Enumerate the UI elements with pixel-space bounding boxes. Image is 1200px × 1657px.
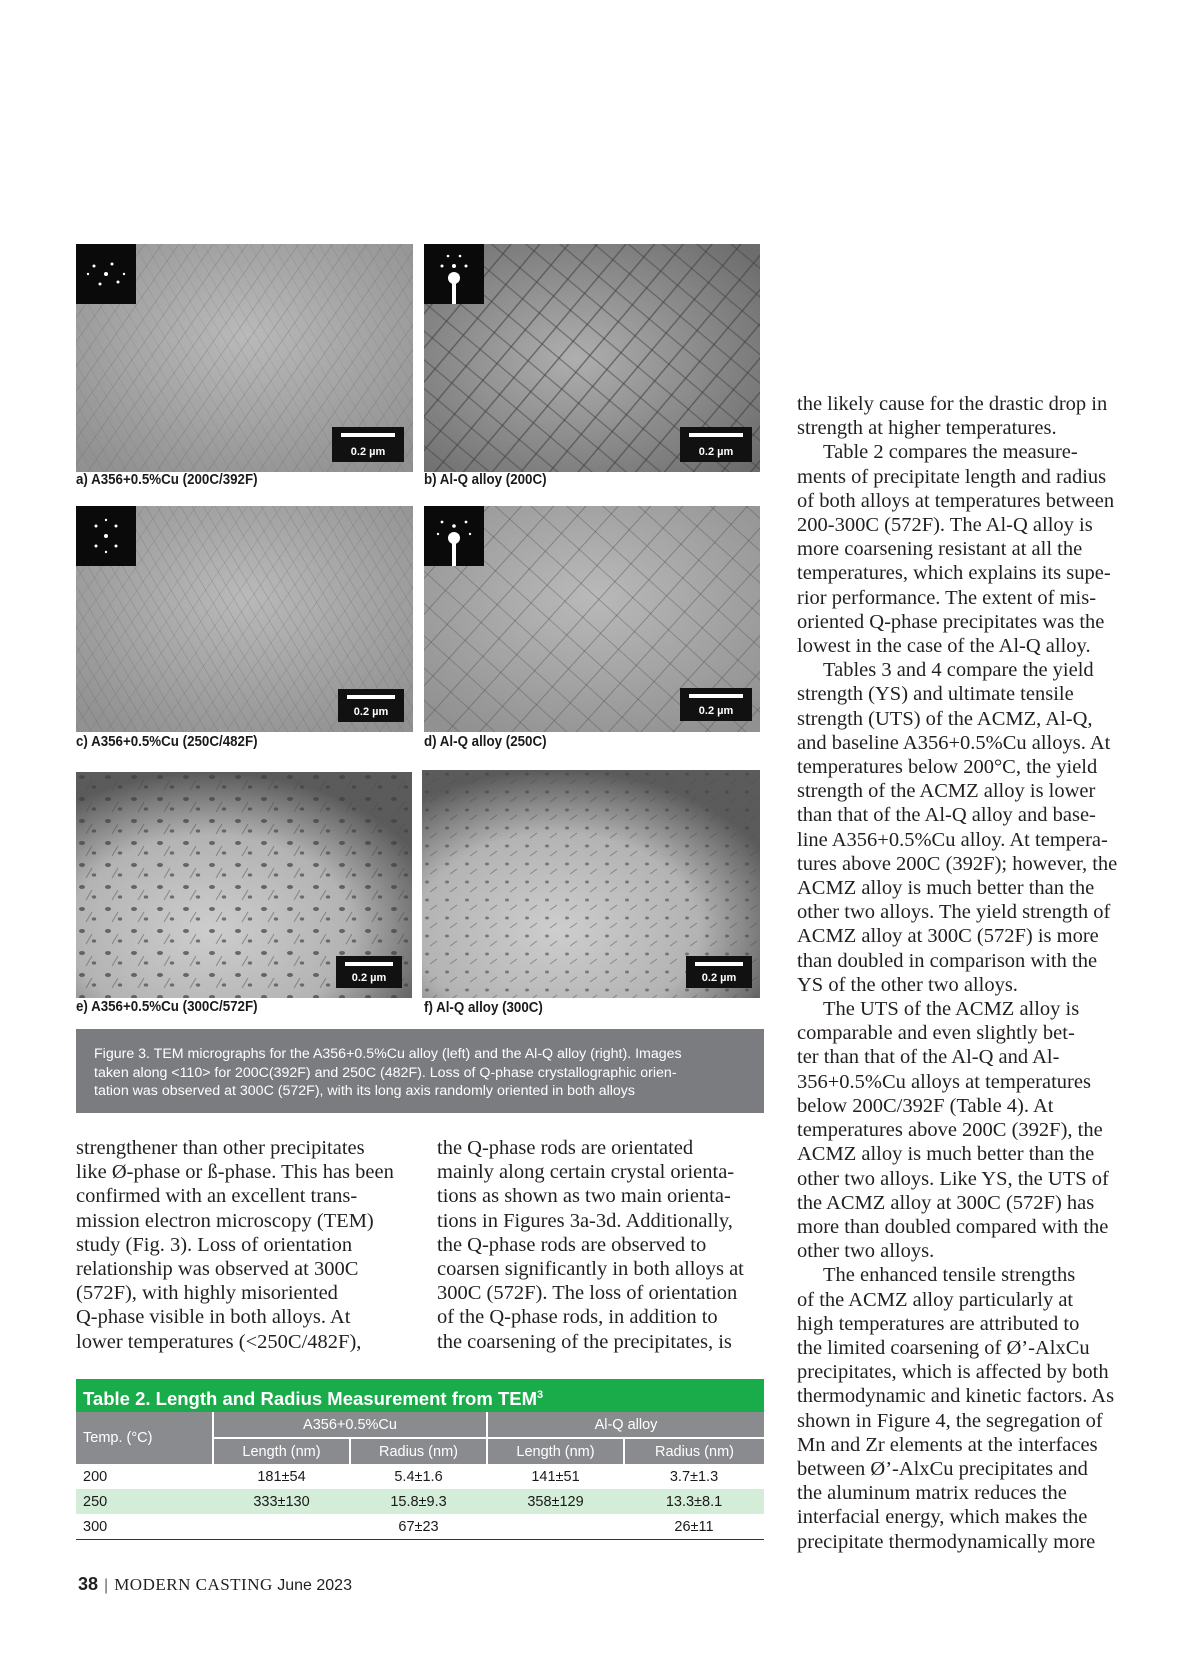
text-line: ments of precipitate length and radius [797,465,1107,488]
diffraction-pattern-inset [424,506,484,566]
paragraph [797,1263,1127,1553]
text-line: the ACMZ alloy at 300C (572F) has [797,1191,1095,1214]
text-line: study (Fig. 3). Loss of orientation [76,1233,353,1256]
text-line: the likely cause for the drastic drop in [797,393,1108,415]
scale-bar: 0.2 µm [686,956,752,988]
table-cell: 200 [83,1468,108,1485]
text-column-1 [76,1136,416,1354]
text-column-3 [797,392,1127,1554]
text-line: than doubled in comparison with the [797,949,1098,972]
group-header: Al-Q alloy [487,1412,764,1438]
text-line: temperatures above 200C (392F), the [797,1119,1103,1142]
text-line: strength at higher temperatures. [797,417,1057,440]
paragraph [797,658,1127,997]
text-line: YS of the other two alloys. [797,973,1018,996]
text-line: strength (YS) and ultimate tensile [797,683,1074,706]
table-cell: 250 [76,1489,213,1514]
text-line: The UTS of the ACMZ alloy is [823,998,1080,1021]
text-line: strength of the ACMZ alloy is lower [797,780,1096,803]
text-line: the limited coarsening of Ø’-AlxCu [797,1336,1090,1359]
text-line: thermodynamic and kinetic factors. As [797,1385,1115,1408]
caption-line: tation was observed at 300C (572F), with its long axis randomly oriented in both alloys [94,1083,635,1099]
page-footer [78,1574,352,1595]
micrograph-b [424,244,760,472]
table-cell: 67±23 [350,1514,487,1540]
text-line: Tables 3 and 4 compare the yield [823,659,1094,682]
scale-bar: 0.2 µm [680,427,752,462]
text-line: oriented Q-phase precipitates was the [797,610,1105,633]
text-line: other two alloys. Like YS, the UTS of [797,1167,1109,1190]
scale-bar: 0.2 µm [680,688,752,721]
text-line: 356+0.5%Cu alloys at temperatures [797,1070,1091,1093]
text-line: coarsen significantly in both alloys at [437,1258,744,1281]
caption-line: taken along <110> for 200C(392F) and 250C (482F). Loss of Q-phase crystallographic orien- [94,1064,677,1081]
diffraction-pattern-inset [424,244,484,304]
text-line: precipitate thermodynamically more [797,1530,1096,1553]
column-header: Radius (nm) [350,1438,487,1464]
measurement-table [76,1412,764,1540]
text-line: below 200C/392F (Table 4). At [797,1094,1054,1117]
scale-bar: 0.2 µm [336,956,402,988]
text-line: (572F), with highly misoriented [76,1282,338,1305]
footer-separator: | [104,1577,109,1594]
panel-label-a: a) A356+0.5%Cu (200C/392F) [76,472,258,488]
text-line: line A356+0.5%Cu alloy. At tempera- [797,828,1108,851]
text-line: relationship was observed at 300C [76,1258,359,1281]
text-line: lower temperatures (<250C/482F), [76,1330,362,1353]
panel-label-b: b) Al-Q alloy (200C) [424,472,547,488]
column-header: Length (nm) [487,1438,624,1464]
text-line: Table 2 compares the measure- [823,441,1078,464]
text-line: comparable and even slightly bet- [797,1022,1075,1045]
table-cell [487,1514,624,1540]
text-line: more than doubled compared with the [797,1215,1109,1238]
text-line: The enhanced tensile strengths [823,1264,1076,1287]
text-line: more coarsening resistant at all the [797,538,1083,561]
panel-label-f: f) Al-Q alloy (300C) [424,1000,543,1016]
temp-header: Temp. (°C) [76,1412,213,1464]
text-line: Mn and Zr elements at the interfaces [797,1433,1098,1456]
text-line: ACMZ alloy is much better than the [797,1143,1095,1166]
page-number: 38 [78,1574,99,1594]
micrograph-a [76,244,413,472]
table-cell: 15.8±9.3 [350,1489,487,1514]
table-cell: 181±54 [257,1468,306,1485]
text-line: tures above 200C (392F); however, the [797,852,1118,875]
table-cell: 13.3±8.1 [624,1489,764,1514]
text-line: strength (UTS) of the ACMZ, Al-Q, [797,707,1093,730]
diffraction-pattern-inset [76,244,136,304]
text-line: Q-phase visible in both alloys. At [76,1306,351,1329]
text-line: the Q-phase rods are observed to [437,1233,707,1256]
paragraph [76,1136,416,1354]
text-line: precipitates, which is affected by both [797,1361,1109,1384]
text-line: ACMZ alloy is much better than the [797,877,1095,900]
text-line: interfacial energy, which makes the [797,1506,1088,1529]
scale-bar: 0.2 µm [338,689,404,722]
text-line: ter than that of the Al-Q and Al- [797,1046,1060,1069]
paragraph [437,1136,767,1354]
paragraph [797,997,1127,1263]
panel-label-e: e) A356+0.5%Cu (300C/572F) [76,999,258,1015]
text-line: strengthener than other precipitates [76,1137,365,1159]
paragraph [797,440,1127,658]
paragraph [797,392,1127,440]
text-line: of the Q-phase rods, in addition to [437,1306,718,1329]
text-line: mainly along certain crystal orienta- [437,1161,735,1184]
magazine-name: MODERN CASTING [114,1575,273,1594]
table-row [76,1464,764,1489]
caption-line: Figure 3. TEM micrographs for the A356+0.5%Cu alloy (left) and the Al-Q alloy (right). Images [94,1046,682,1062]
column-header: Radius (nm) [624,1438,764,1464]
text-line: lowest in the case of the Al-Q alloy. [797,635,1091,658]
micrograph-f [422,770,760,998]
issue-date: June 2023 [277,1577,352,1594]
text-line: 200-300C (572F). The Al-Q alloy is [797,514,1093,537]
text-line: the aluminum matrix reduces the [797,1482,1067,1505]
panel-label-c: c) A356+0.5%Cu (250C/482F) [76,734,258,750]
group-header: A356+0.5%Cu [213,1412,487,1438]
text-line: than that of the Al-Q alloy and base- [797,804,1096,827]
text-line: 300C (572F). The loss of orientation [437,1282,738,1305]
diffraction-pattern-inset [76,506,136,566]
text-line: other two alloys. The yield strength of [797,901,1111,924]
table-cell: 141±51 [531,1468,580,1485]
text-line: of the ACMZ alloy particularly at [797,1288,1074,1311]
text-line: shown in Figure 4, the segregation of [797,1409,1103,1432]
table-cell: 3.7±1.3 [669,1468,719,1485]
micrograph-d [424,506,760,732]
text-line: tions in Figures 3a-3d. Additionally, [437,1209,733,1232]
table-cell [213,1514,350,1540]
micrograph-e [76,772,412,998]
panel-label-d: d) Al-Q alloy (250C) [424,734,547,750]
text-line: ACMZ alloy at 300C (572F) is more [797,925,1099,948]
table-row [76,1489,764,1514]
text-line: high temperatures are attributed to [797,1312,1080,1335]
text-column-2 [437,1136,767,1354]
text-line: rior performance. The extent of mis- [797,586,1097,609]
text-line: between Ø’-AlxCu precipitates and [797,1457,1088,1480]
table-cell: 358±129 [487,1489,624,1514]
text-line: temperatures below 200°C, the yield [797,756,1098,779]
text-line: temperatures, which explains its supe- [797,562,1111,585]
text-line: and baseline A356+0.5%Cu alloys. At [797,731,1111,754]
table-cell: 5.4±1.6 [394,1468,443,1485]
text-line: of both alloys at temperatures between [797,489,1115,512]
table-cell: 300 [76,1514,213,1540]
text-line: mission electron microscopy (TEM) [76,1209,374,1232]
table-cell: 26±11 [624,1514,764,1540]
figure-caption [76,1029,764,1113]
text-line: tions as shown as two main orienta- [437,1185,731,1208]
table-title: Table 2. Length and Radius Measurement from TEM$^3$ [76,1379,764,1412]
text-line: the coarsening of the precipitates, is [437,1330,732,1353]
table-row [76,1514,764,1540]
text-line: the Q-phase rods are orientated [437,1137,694,1159]
scale-bar: 0.2 µm [332,427,404,462]
text-line: confirmed with an excellent trans- [76,1185,358,1208]
text-line: other two alloys. [797,1240,935,1263]
table-cell: 333±130 [213,1489,350,1514]
column-header: Length (nm) [213,1438,350,1464]
micrograph-c [76,506,413,732]
text-line: like Ø-phase or ß-phase. This has been [76,1161,394,1184]
